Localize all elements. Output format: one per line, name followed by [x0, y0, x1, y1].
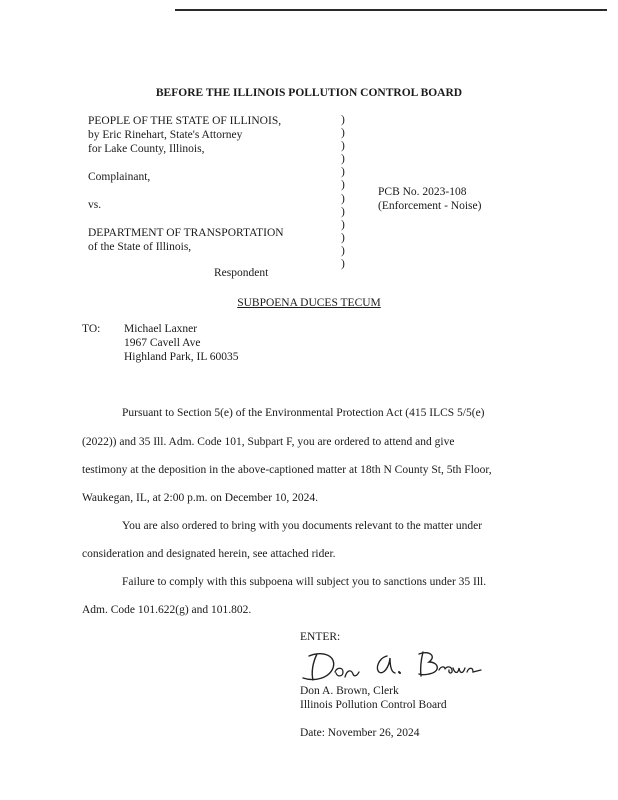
to-label: TO:	[82, 323, 101, 335]
issue-date: Date: November 26, 2024	[300, 727, 420, 739]
recipient-street: 1967 Cavell Ave	[124, 337, 201, 349]
plaintiff-line-2: by Eric Rinehart, State's Attorney	[88, 129, 243, 141]
body-p3-line-1: Failure to comply with this subpoena will subject you to sanctions under 35 Ill.	[122, 576, 487, 588]
paren-mark: )	[341, 205, 345, 218]
subpoena-title: SUBPOENA DUCES TECUM	[237, 297, 381, 309]
paren-mark: )	[341, 127, 345, 140]
handwritten-signature	[295, 648, 485, 686]
body-p2-line-1: You are also ordered to bring with you documents relevant to the matter under	[122, 520, 483, 532]
paren-mark: )	[341, 140, 345, 153]
caption-parentheses	[341, 114, 351, 271]
clerk-name-title: Don A. Brown, Clerk	[300, 685, 399, 697]
case-type: (Enforcement - Noise)	[378, 200, 482, 212]
respondent-label: Respondent	[214, 267, 269, 279]
board-heading: BEFORE THE ILLINOIS POLLUTION CONTROL BOARD	[155, 87, 463, 99]
body-p3-line-2: Adm. Code 101.622(g) and 101.802.	[82, 604, 252, 616]
plaintiff-line-3: for Lake County, Illinois,	[88, 143, 205, 155]
body-p1-line-3: testimony at the deposition in the above-captioned matter at 18th N County St, 5th Floor,	[82, 464, 492, 476]
defendant-line-1: DEPARTMENT OF TRANSPORTATION	[88, 227, 284, 239]
body-p1-line-2: (2022)) and 35 Ill. Adm. Code 101, Subpart F, you are ordered to attend and give	[82, 436, 455, 448]
body-p1-line-4: Waukegan, IL, at 2:00 p.m. on December 10, 2024.	[82, 492, 319, 504]
plaintiff-line-1: PEOPLE OF THE STATE OF ILLINOIS,	[88, 115, 282, 127]
paren-mark: )	[341, 258, 345, 271]
paren-mark: )	[341, 218, 345, 231]
body-p1-line-1: Pursuant to Section 5(e) of the Environmental Protection Act (415 ILCS 5/5(e)	[122, 407, 485, 419]
recipient-city: Highland Park, IL 60035	[124, 351, 239, 363]
paren-mark: )	[341, 244, 345, 257]
case-number: PCB No. 2023-108	[378, 186, 467, 198]
complainant-label: Complainant,	[88, 171, 151, 183]
paren-mark: )	[341, 231, 345, 244]
versus-label: vs.	[88, 199, 102, 211]
board-name: Illinois Pollution Control Board	[300, 699, 447, 711]
enter-label: ENTER:	[300, 631, 341, 643]
body-p2-line-2: consideration and designated herein, see attached rider.	[82, 548, 336, 560]
defendant-line-2: of the State of Illinois,	[88, 241, 192, 253]
recipient-name: Michael Laxner	[124, 323, 198, 335]
scan-top-border	[175, 9, 607, 11]
paren-mark: )	[341, 192, 345, 205]
paren-mark: )	[341, 179, 345, 192]
paren-mark: )	[341, 114, 345, 126]
paren-mark: )	[341, 153, 345, 166]
paren-mark: )	[341, 166, 345, 179]
